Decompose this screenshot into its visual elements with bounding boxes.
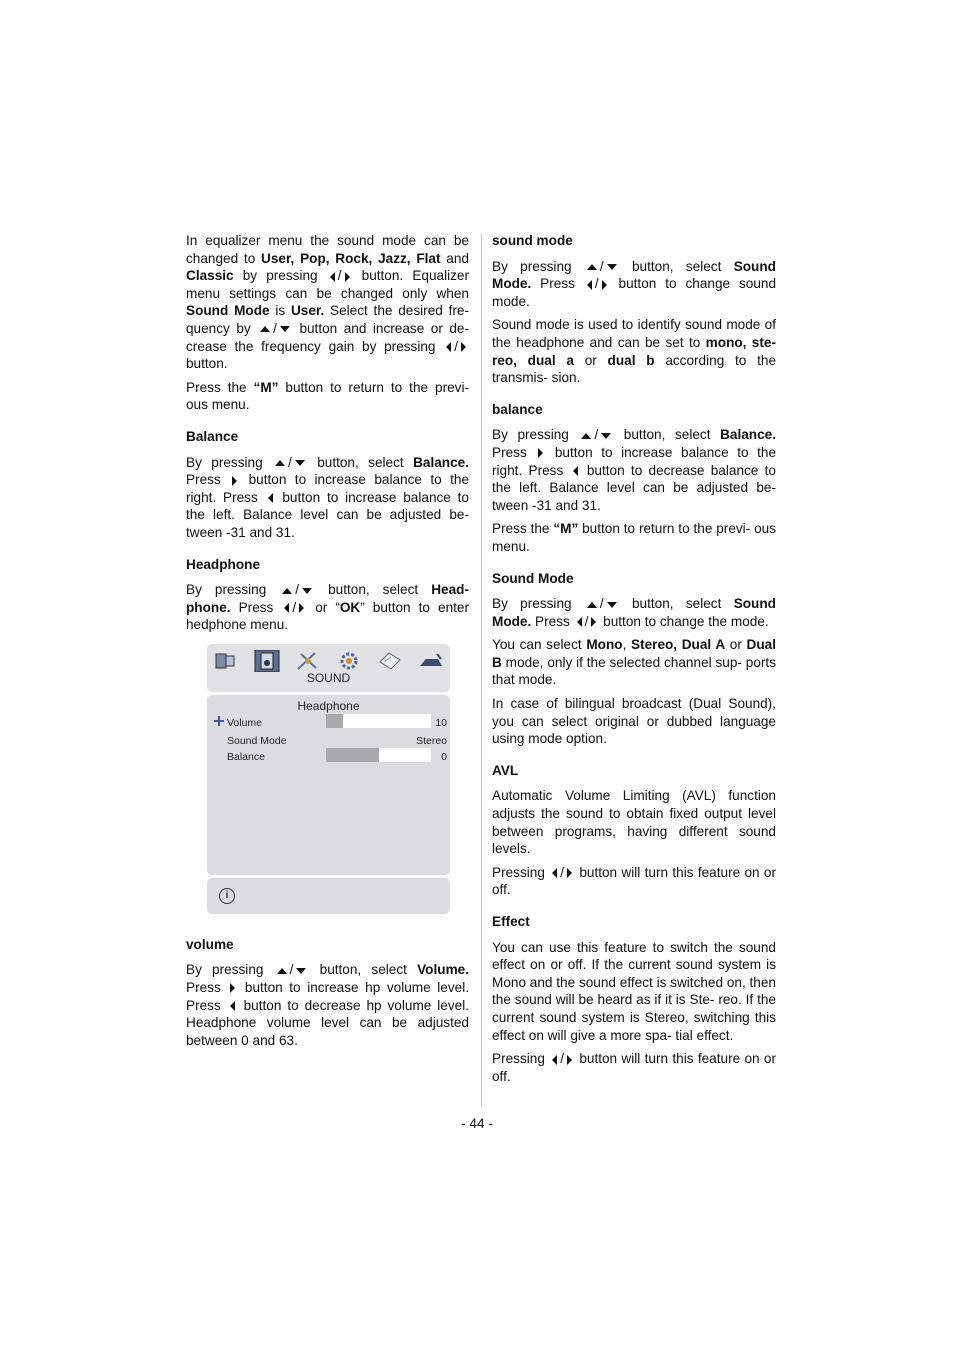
picture-icon [213,650,239,672]
left-arrow-icon [230,1001,235,1011]
osd-row-value: 10 [435,716,447,729]
down-arrow-icon [280,326,290,332]
osd-row-label: Volume [227,716,263,729]
return-paragraph-right: Press the “M” button to return to the previ- ous menu. [492,521,776,554]
left-column [186,232,469,1055]
up-arrow-icon [587,264,597,270]
osd-menu-title: SOUND [306,671,351,686]
up-arrow-icon [260,326,270,332]
return-paragraph: Press the “M” button to return to the previ- ous menu. [186,379,470,413]
page-number: - 44 - [461,1116,493,1131]
right-arrow-icon [232,476,237,486]
balance-slider[interactable] [326,748,431,762]
effect-toggle-paragraph: Pressing / button will turn this feature on or off. [492,1051,777,1084]
left-arrow-icon [552,1055,557,1065]
right-arrow-icon [567,868,572,878]
effect-paragraph: You can use this feature to switch the sound effect on or off. If the current sound system is Mono and the sound effect is switched on, then the sound will be heard as if it is Ste- reo. If the current sound system is Stereo, switching this effect on will give a more spa- tial effect. [492,939,776,1043]
up-arrow-icon [581,433,591,439]
right-arrow-icon [602,280,607,290]
osd-row-label: Balance [227,750,265,763]
balance-hp-paragraph: By pressing / button, select Balance. Press button to increase balance to the right. Press button to decrease balance to the left. Balance level can be adjusted be- tween -31 and 31. [492,427,776,513]
install-icon [336,650,362,672]
left-arrow-icon [577,617,582,627]
sound-mode-heading: Sound Mode [492,570,574,586]
volume-paragraph: By pressing / button, select Volume. Press button to increase hp volume level. Press button to decrease hp volume level. Headphone volume level can be adjusted between 0 and 63. [186,962,470,1048]
bilingual-paragraph: In case of bilingual broadcast (Dual Sound), you can select original or dubbed language using mode option. [492,696,776,747]
down-arrow-icon [295,460,305,466]
left-arrow-icon [446,342,451,352]
left-arrow-icon [573,466,578,476]
osd-submenu-title: Headphone [297,698,360,713]
osd-icon-row [213,650,444,672]
sound-mode-hp-paragraph: By pressing / button, select Sound Mode. Press / button to change sound mode. [492,258,776,309]
avl-paragraph: Automatic Volume Limiting (AVL) function adjusts the sound to obtain fixed output level between programs, having different sound levels. [492,788,776,857]
balance-slider-fill [326,748,379,762]
osd-row-value: 0 [441,750,447,763]
volume-slider-fill [326,714,343,728]
osd-row-balance[interactable] [227,748,447,764]
balance-hp-heading: balance [492,401,543,417]
right-arrow-icon [461,342,466,352]
right-arrow-icon [538,448,543,458]
volume-heading: volume [186,936,234,952]
sound-mode-hp-description: Sound mode is used to identify sound mode of the headphone and can be set to mono, ste- reo, dual a or dual b according to the transmis- sion. [492,317,776,386]
right-arrow-icon [591,617,596,627]
right-column [492,232,776,1091]
left-arrow-icon [284,603,289,613]
right-arrow-icon [567,1055,572,1065]
osd-menu-screenshot [207,644,450,914]
left-arrow-icon [552,868,557,878]
osd-row-value: Stereo [416,734,447,747]
up-arrow-icon [277,968,287,974]
selection-cross-icon [214,716,224,726]
up-arrow-icon [282,588,292,594]
osd-row-sound-mode[interactable] [227,732,447,748]
osd-menu-bar [207,644,450,692]
left-arrow-icon [587,280,592,290]
down-arrow-icon [607,602,617,608]
ci-icon [418,650,444,672]
left-arrow-icon [330,272,335,282]
headphone-paragraph: By pressing / button, select Head- phone. Press / or “OK” button to enter hedphone menu. [186,582,469,633]
osd-headphone-panel [207,695,450,875]
balance-heading: Balance [186,428,239,444]
down-arrow-icon [302,588,312,594]
down-arrow-icon [607,264,617,270]
up-arrow-icon [275,460,285,466]
info-icon: i [219,888,235,904]
right-arrow-icon [230,983,235,993]
osd-info-bar [207,878,450,914]
sound-mode-paragraph: By pressing / button, select Sound Mode. Press / button to change the mode. [492,596,776,629]
avl-toggle-paragraph: Pressing / button will turn this feature on or off. [492,864,777,898]
headphone-heading: Headphone [186,556,261,572]
column-divider [481,234,482,1106]
balance-paragraph: By pressing / button, select Balance. Press button to increase balance to the right. Press button to increase balance to the left. Balance level can be adjusted be- tween -31 and 31. [186,454,470,540]
sound-mode-options: You can select Mono, Stereo, Dual A or Dual B mode, only if the selected channel sup- ports that mode. [492,637,777,688]
osd-row-label: Sound Mode [227,734,287,747]
equalizer-paragraph: In equalizer menu the sound mode can be changed to User, Pop, Rock, Jazz, Flat and Classic by pressing / button. Equalizer menu settings can be changed only when Sound Mode is User. Select the desired fre- quency by / button and increase or de- crease the frequency gain by pressing / button. [186,233,469,372]
avl-heading: AVL [492,762,519,778]
up-arrow-icon [587,602,597,608]
sound-mode-hp-heading: sound mode [492,233,573,248]
right-arrow-icon [299,603,304,613]
down-arrow-icon [601,433,611,439]
source-icon [377,650,403,672]
osd-row-volume[interactable] [227,714,447,730]
right-arrow-icon [345,272,350,282]
left-arrow-icon [268,493,273,503]
effect-heading: Effect [492,914,530,929]
volume-slider[interactable] [326,714,431,728]
sound-icon [254,650,280,672]
feature-icon [295,650,321,672]
down-arrow-icon [296,968,306,974]
